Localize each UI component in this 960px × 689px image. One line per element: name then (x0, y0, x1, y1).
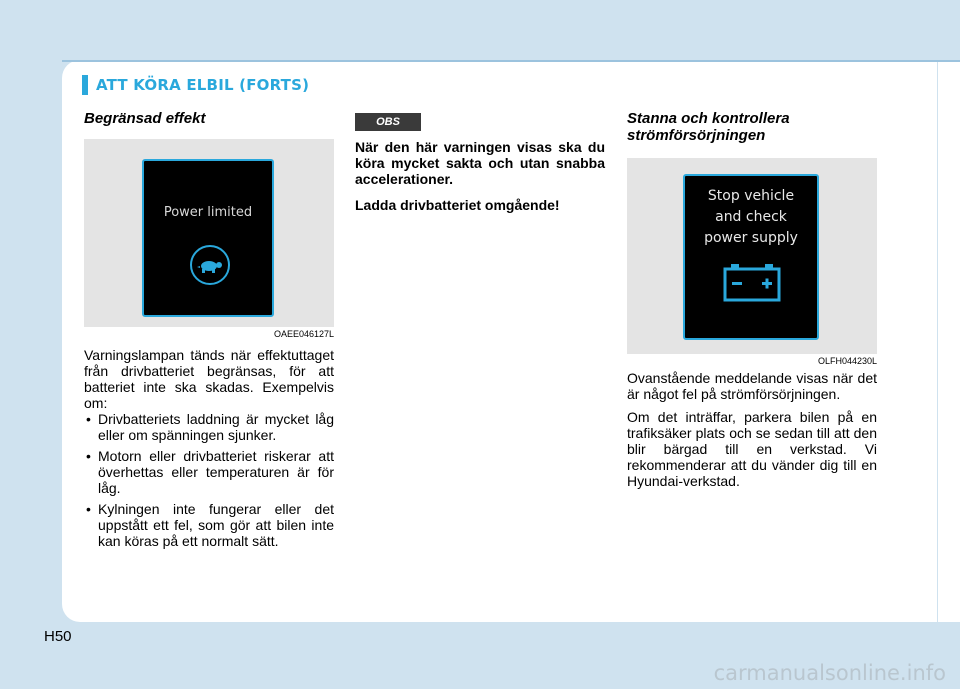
display-line-3: power supply (704, 230, 798, 246)
heading-power-limited: Begränsad effekt (84, 110, 206, 127)
title-accent-bar (82, 75, 88, 95)
figure-stop-vehicle (627, 158, 877, 366)
figure-code: OLFH044230L (817, 356, 877, 366)
column-stop-vehicle (627, 110, 877, 489)
stop-paragraph-2: Om det inträffar, parkera bilen på en trafiksäker plats och se sedan till att den blir bärgad till en verkstad. Vi rekommenderar att du vänder dig till en Hyundai-verkstad. (627, 409, 877, 489)
display-line-2: and check (715, 209, 787, 225)
figure-code: OAEE046127L (273, 329, 334, 339)
stop-paragraph-1: Ovanstående meddelande visas när det är något fel på strömförsörjningen. (627, 370, 877, 402)
header-rule (62, 60, 960, 62)
section-title-text: ATT KÖRA ELBIL (FORTS) (96, 76, 310, 94)
note-paragraph-2: Ladda drivbatteriet omgående! (355, 197, 560, 213)
figure-power-limited (84, 139, 334, 339)
column-power-limited (84, 110, 334, 549)
intro-paragraph: Varningslampan tänds när effektuttaget från drivbatteriet begränsas, för att batteriet inte ska skadas. Exempelvis om: (84, 347, 334, 411)
watermark: carmanualsonline.info (713, 661, 946, 685)
turtle-icon (190, 245, 230, 285)
display-text-power-limited: Power limited (163, 205, 253, 220)
obs-badge: OBS (355, 113, 421, 131)
cause-list (84, 411, 334, 549)
section-title (82, 74, 309, 96)
page-number: H50 (44, 628, 72, 645)
cluster-display-stop-vehicle (683, 174, 819, 340)
column-note (355, 110, 605, 213)
list-item: • Drivbatteriets laddning är mycket låg eller om spänningen sjunker. (84, 411, 334, 443)
list-item: • Kylningen inte fungerar eller det uppstått ett fel, som gör att bilen inte kan köras på ett normalt sätt. (84, 501, 334, 549)
list-item: • Motorn eller drivbatteriet riskerar att överhettas eller temperaturen är för låg. (84, 448, 334, 496)
cluster-display-power-limited (142, 159, 274, 317)
display-line-1: Stop vehicle (707, 188, 795, 204)
right-margin-rule (937, 60, 938, 622)
heading-stop-vehicle: Stanna och kontrollera strömförsörjningen (627, 110, 790, 144)
note-paragraph-1: När den här varningen visas ska du köra mycket sakta och utan snabba accelerationer. (355, 139, 605, 187)
battery-icon (723, 264, 781, 302)
